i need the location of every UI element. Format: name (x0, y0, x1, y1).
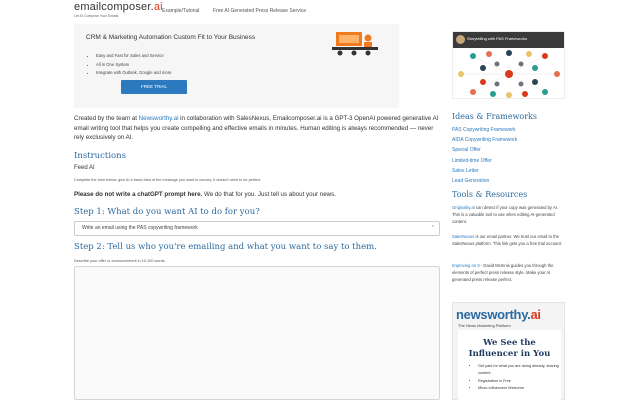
prompt-warning: Please do not write a chatGPT prompt here. We do that for you. Just tell us about your news. (74, 191, 336, 198)
influencer-bullet: • Get paid for what you are doing already, sharing content. (478, 363, 561, 378)
originality-link[interactable]: Originality.ai (452, 205, 475, 210)
network-nodes-illustration (453, 48, 565, 99)
influencer-headline: We See the Influencer in You (468, 338, 551, 359)
influencer-bullet: • Registration is Free (478, 378, 561, 385)
banner-bullet: • All in One System (96, 61, 171, 70)
link-aida-framework[interactable]: AIDA Copywriting Framework (452, 137, 518, 144)
banner-bullet-list (96, 52, 171, 78)
intro-paragraph: Created by the team at Newsworthy.ai in collaboration with SalesNexus, Emailcomposer.ai is a GPT-3 OpenAI powered generative AI email writing tool that helps you create compelling and effective emails in minutes. Human editing is always recommended — never rely exclusively on AI. (74, 115, 439, 141)
nav-link-press-release[interactable]: Free AI Generated Press Release Service (213, 8, 307, 14)
team-meeting-illustration (330, 28, 380, 58)
tool-originality: Originality.ai can detect if your copy was generated by AI. This is a valuable tool to use when editing AI-generated content. (452, 205, 559, 224)
youtube-video-embed[interactable] (452, 31, 565, 99)
framework-select-value: Write an email using the PAS copywriting framework (82, 225, 198, 231)
newsworthy-ad[interactable] (452, 302, 565, 400)
step1-heading: Step 1: What do you want AI to do for you? (74, 207, 260, 217)
influencer-bullet-list (478, 363, 561, 392)
salesnexus-link[interactable]: SalesNexus (452, 234, 475, 239)
instructions-heading: Instructions (74, 151, 126, 161)
link-pas-framework[interactable]: PAS Copywriting Framework (452, 127, 516, 133)
logo-wordmark: emailcomposer.ai (74, 1, 163, 13)
improving-on-it-link[interactable]: Improving on It (452, 263, 480, 268)
tool-salesnexus: SalesNexus is our email partner. We trust our email to the SalesNexus platform. This link gets you a free trial account. (452, 234, 563, 246)
logo-tagline: Let AI Compose Your Emails (74, 14, 119, 18)
banner-bullet: • Integrate with Outlook, Google and more (96, 69, 171, 78)
feed-ai-label: Feed AI (74, 165, 95, 171)
instructions-note: Complete the form below, give AI a basic idea of the message you want to convey. It doesn't need to be perfect. (74, 178, 262, 182)
newsworthy-tagline: The News Marketing Platform (458, 323, 511, 328)
offer-description-textarea[interactable] (74, 266, 440, 400)
frameworks-link-list (452, 125, 517, 186)
crm-banner-ad[interactable] (74, 24, 399, 108)
offer-description-label: Describe your offer or announcement in 10-100 words (74, 259, 165, 263)
free-trial-button[interactable]: FREE TRIAL (121, 80, 187, 94)
tool-improving: Improving on It - David McInnis guides you through the elements of perfect press release style. Make your AI generated press release perfect. (452, 263, 554, 282)
banner-bullet: • Easy and Fast for Sales and Service (96, 52, 171, 61)
link-limited-time-offer[interactable]: Limited-time Offer (452, 157, 492, 164)
newsworthy-link[interactable]: Newsworthy.ai (138, 115, 179, 122)
ideas-frameworks-heading: Ideas & Frameworks (452, 112, 538, 121)
chevron-updown-icon: ⌃ (430, 225, 435, 231)
channel-avatar (456, 35, 465, 44)
newsworthy-logo: newsworthy.ai (456, 307, 541, 322)
link-sales-letter[interactable]: Sales Letter (452, 167, 479, 174)
nav-link-example-tutorial[interactable]: Example/Tutorial (162, 8, 200, 14)
video-title: Storytelling with PAS Frameworks (467, 36, 527, 41)
site-header (0, 0, 640, 24)
link-special-offer[interactable]: Special Offer (452, 147, 481, 154)
tools-resources-heading: Tools & Resources (452, 190, 528, 199)
video-title-bar (453, 32, 565, 48)
influencer-bullet: • Micro-Influencers Welcome (478, 385, 561, 392)
banner-title: CRM & Marketing Automation Custom Fit to Your Business (86, 34, 256, 41)
step2-heading: Step 2: Tell us who you're emailing and what you want to say to them. (74, 242, 377, 252)
site-logo[interactable] (74, 2, 163, 18)
link-lead-generation[interactable]: Lead Generation (452, 178, 490, 185)
influencer-card (458, 330, 561, 400)
framework-select[interactable] (74, 221, 440, 236)
